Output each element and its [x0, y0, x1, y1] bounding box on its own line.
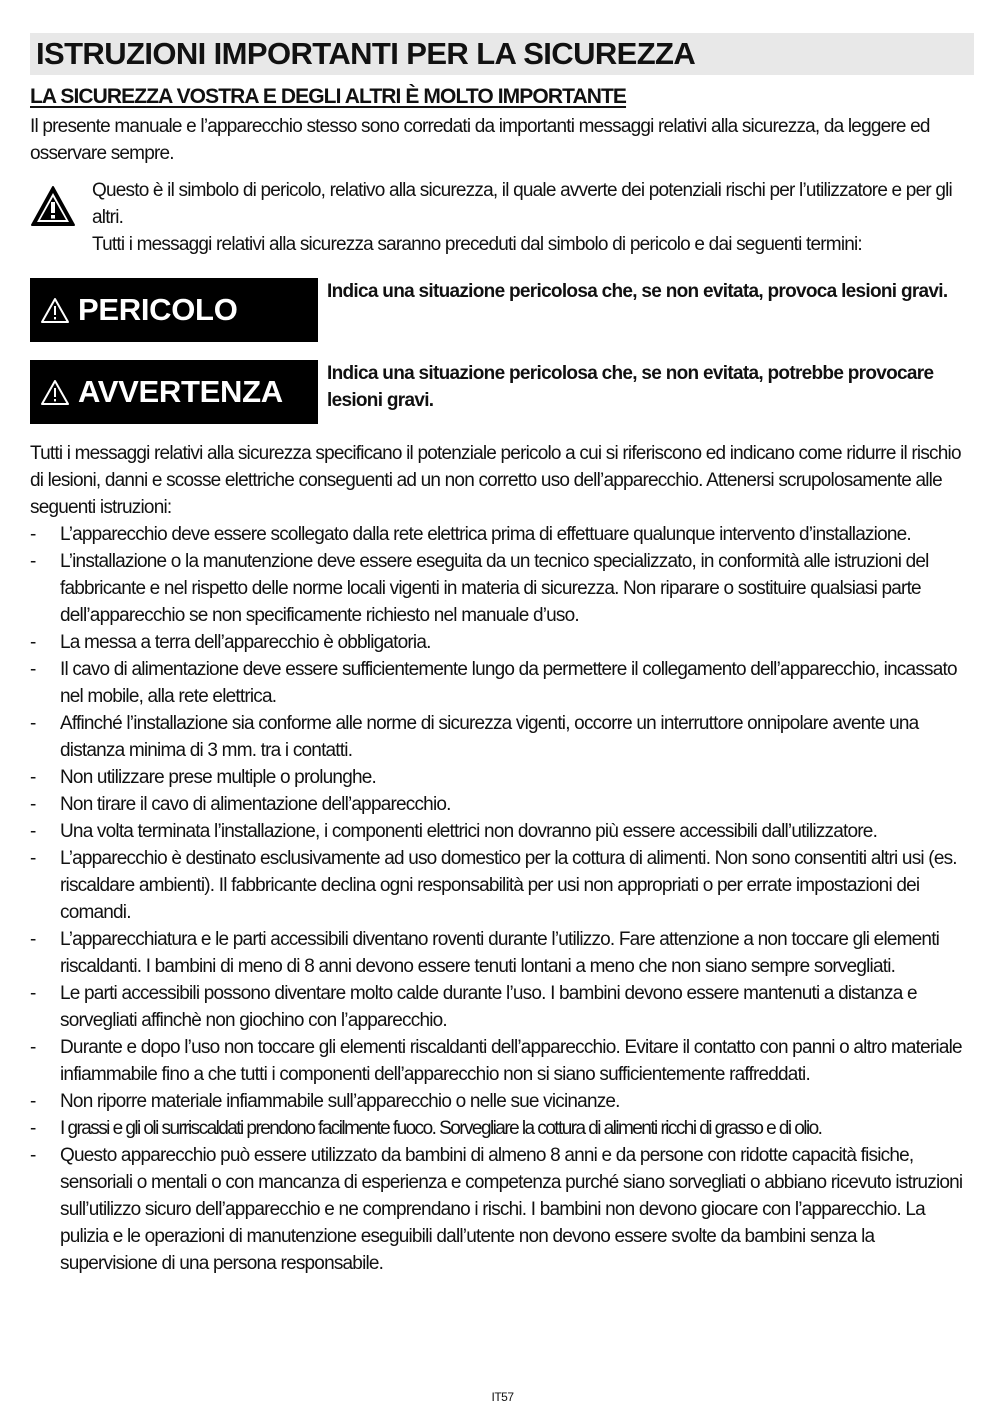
- list-item: - La messa a terra dell’apparecchio è obbligatoria.: [30, 629, 974, 656]
- bullet-dash: -: [30, 821, 36, 842]
- list-item: - Affinché l’installazione sia conforme alle norme di sicurezza vigenti, occorre un interruttore onnipolare avente una distanza minima di 3 mm. tra i contatti.: [30, 710, 974, 764]
- avvertenza-label-box: [30, 360, 318, 424]
- list-item: - Non utilizzare prese multiple o prolunghe.: [30, 764, 974, 791]
- avvertenza-label: AVVERTENZA: [78, 374, 283, 409]
- list-item: - L’apparecchiatura e le parti accessibili diventano roventi durante l’utilizzo. Fare attenzione a non toccare gli elementi riscaldanti. I bambini di meno di 8 anni devono essere tenuti lontani a meno che non siano sempre sorvegliati.: [30, 926, 974, 980]
- bullet-dash: -: [30, 767, 36, 788]
- list-item: - L’apparecchio è destinato esclusivamente ad uso domestico per la cottura di alimenti. Non sono consentiti altri usi (es. riscaldare ambienti). Il fabbricante declina ogni responsabilità per usi non appropriati o per errate impostazioni dei comandi.: [30, 845, 974, 926]
- list-item: - Le parti accessibili possono diventare molto calde durante l’uso. I bambini devono essere mantenuti a distanza e sorvegliati affinchè non giochino con l’apparecchio.: [30, 980, 974, 1034]
- pericolo-description: Indica una situazione pericolosa che, se non evitata, provoca lesioni gravi.: [327, 281, 948, 302]
- bullet-dash: -: [30, 794, 36, 815]
- bullet-dash: -: [30, 659, 36, 680]
- warning-outline-icon: [40, 297, 70, 324]
- list-item: - Il cavo di alimentazione deve essere sufficientemente lungo da permettere il collegamento dell’apparecchio, incassato nel mobile, alla rete elettrica.: [30, 656, 974, 710]
- page-title: ISTRUZIONI IMPORTANTI PER LA SICUREZZA: [30, 33, 974, 75]
- bullet-dash: -: [30, 1145, 36, 1166]
- bullet-dash: -: [30, 551, 36, 572]
- bullet-dash: -: [30, 1037, 36, 1058]
- list-item: - Durante e dopo l’uso non toccare gli elementi riscaldanti dell’apparecchio. Evitare il contatto con panni o altro materiale infiammabile fino a che tutti i componenti dell’apparecchio non si siano sufficientemente raffreddati.: [30, 1034, 974, 1088]
- list-item: - Non tirare il cavo di alimentazione dell’apparecchio.: [30, 791, 974, 818]
- list-item: - L’apparecchio deve essere scollegato dalla rete elettrica prima di effettuare qualunque intervento d’installazione.: [30, 521, 974, 548]
- warning-outline-icon: [40, 379, 70, 406]
- list-item: - L’installazione o la manutenzione deve essere eseguita da un tecnico specializzato, in conformità alle istruzioni del fabbricante e nel rispetto delle norme locali vigenti in materia di sicurezza. Non riparare o sostituire qualsiasi parte dell’apparecchio se non specificamente richiesto nel manuale d’uso.: [30, 548, 974, 629]
- bullet-dash: -: [30, 713, 36, 734]
- document-page: [30, 33, 974, 1277]
- bullet-dash: -: [30, 929, 36, 950]
- bullet-dash: -: [30, 848, 36, 869]
- signal-word-avvertenza: [30, 360, 974, 424]
- section-subtitle: LA SICUREZZA VOSTRA E DEGLI ALTRI È MOLTO IMPORTANTE: [30, 85, 627, 108]
- avvertenza-description: Indica una situazione pericolosa che, se non evitata, potrebbe provocare lesioni gravi.: [327, 363, 934, 411]
- warning-triangle-icon: [30, 177, 92, 258]
- warning-symbol-terms: Tutti i messaggi relativi alla sicurezza saranno preceduti dal simbolo di pericolo e dai seguenti termini:: [92, 234, 862, 255]
- bullet-dash: -: [30, 524, 36, 545]
- list-item: - I grassi e gli oli surriscaldati prendono facilmente fuoco. Sorvegliare la cottura di alimenti ricchi di grasso e di olio.: [30, 1115, 974, 1142]
- warning-symbol-row: [30, 177, 974, 258]
- list-item: - Non riporre materiale infiammabile sull’apparecchio o nelle sue vicinanze.: [30, 1088, 974, 1115]
- signal-word-pericolo: [30, 278, 974, 342]
- list-item: - Una volta terminata l’installazione, i componenti elettrici non dovranno più essere accessibili dall’utilizzatore.: [30, 818, 974, 845]
- pericolo-label: PERICOLO: [78, 292, 238, 327]
- warning-symbol-description: Questo è il simbolo di pericolo, relativo alla sicurezza, il quale avverte dei potenziali rischi per l’utilizzatore e per gli altri.: [92, 180, 952, 228]
- pericolo-label-box: [30, 278, 318, 342]
- bullet-dash: -: [30, 632, 36, 653]
- bullet-dash: -: [30, 1118, 35, 1139]
- list-item: - Questo apparecchio può essere utilizzato da bambini di almeno 8 anni e da persone con ridotte capacità fisiche, sensoriali o mentali o con mancanza di esperienza e competenza purché siano sorvegliati o abbiano ricevuto istruzioni sull’utilizzo sicuro dell’apparecchio e ne comprendano i rischi. I bambini non devono giocare con l’apparecchio. La pulizia e le operazioni di manutenzione eseguibili dall’utente non devono essere svolte da bambini senza la supervisione di una persona responsabile.: [30, 1142, 974, 1277]
- intro-paragraph: Il presente manuale e l’apparecchio stesso sono corredati da importanti messaggi relativi alla sicurezza, da leggere ed osservare sempre.: [30, 116, 930, 164]
- safety-instructions-list: [30, 521, 974, 1277]
- page-number: IT57: [491, 1390, 514, 1404]
- bullet-dash: -: [30, 1091, 36, 1112]
- safety-body-paragraph: Tutti i messaggi relativi alla sicurezza specificano il potenziale pericolo a cui si riferiscono ed indicano come ridurre il rischio di lesioni, danni e scosse elettriche conseguenti ad un non corretto uso dell’apparecchio. Attenersi scrupolosamente alle seguenti istruzioni:: [30, 443, 961, 518]
- bullet-dash: -: [30, 983, 36, 1004]
